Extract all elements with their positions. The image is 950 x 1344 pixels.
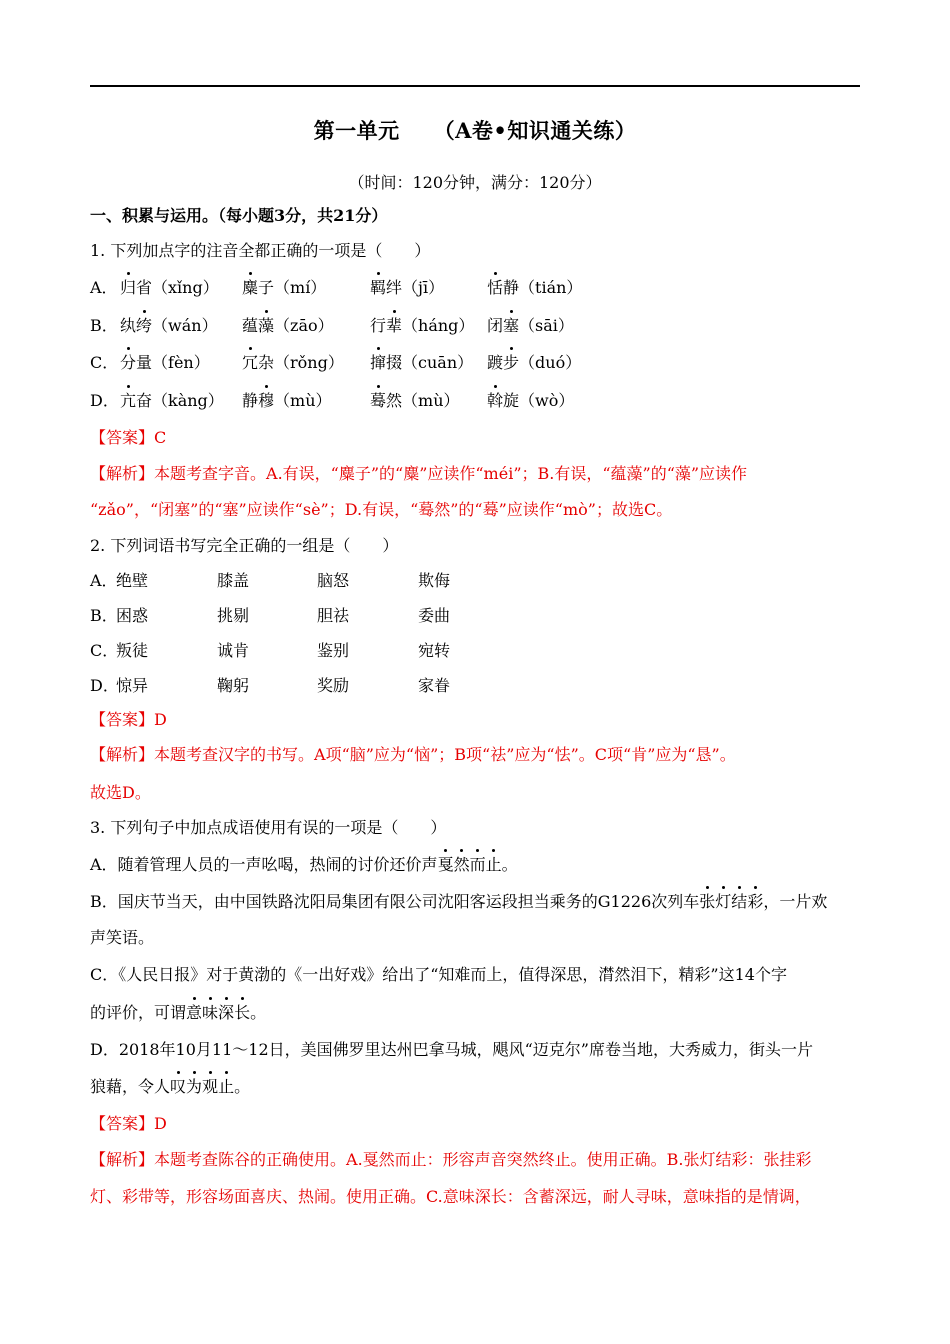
word-item: 诚肯 (217, 641, 250, 660)
word-item: 奖励 (317, 676, 350, 695)
word-item: 鞠躬 (217, 676, 250, 695)
idiom-c: 意味深长 (186, 1003, 251, 1022)
word-item: 胆祛 (317, 606, 350, 625)
dotted-char: 羁 (370, 278, 387, 297)
pinyin-item: 恬静（tián） (487, 278, 583, 297)
dotted-char: 步 (503, 353, 520, 372)
dotted-char: 麋 (242, 278, 259, 297)
dotted-char: 归 (120, 278, 137, 297)
question-3-option-c-cont: 的评价，可谓意味深长。 (90, 1003, 267, 1022)
dotted-char: 斡 (487, 391, 504, 410)
option-label: B． (90, 316, 118, 335)
question-3-option-d: D．2018年10月11～12日，美国佛罗里达州巴拿马城，飓风“迈克尔”席卷当地，大秀威力，街头一片 (90, 1040, 813, 1059)
pinyin-item: 分量（fèn） (120, 353, 210, 372)
pinyin-item: 亢奋（kàng） (120, 391, 224, 410)
word-item: 困惑 (116, 606, 149, 625)
question-3-option-b: B．国庆节当天，由中国铁路沈阳局集团有限公司沈阳客运段担当乘务的G1226次列车张灯结彩，一片欢 (90, 892, 828, 911)
question-3-analysis-cont: 灯、彩带等，形容场面喜庆、热闹。使用正确。C.意味深长：含蓄深远，耐人寻味，意味指的是情调， (90, 1187, 811, 1206)
pinyin-item: 撺掇（cuān） (370, 353, 474, 372)
pinyin-item: 行辈（háng） (370, 316, 475, 335)
idiom-b: 张灯结彩 (699, 892, 764, 911)
question-3-analysis: 【解析】本题考查陈谷的正确使用。A.戛然而止：形容声音突然终止。使用正确。B.张灯结彩：张挂彩 (90, 1150, 812, 1169)
pinyin-item: 羁绊（jī） (370, 278, 445, 297)
idiom-a: 戛然而止 (437, 855, 502, 874)
pinyin-item: 踱步（duó） (487, 353, 582, 372)
question-1-analysis: 【解析】本题考查字音。A.有误，“麋子”的“麋”应读作“méi”；B.有误，“蕴藻”的“藻”应读作 (90, 464, 748, 483)
question-3-stem: 3. 下列句子中加点成语使用有误的一项是（ ） (90, 818, 447, 837)
dotted-char: 分 (120, 353, 137, 372)
dotted-char: 恬 (487, 278, 504, 297)
dotted-char: 穆 (258, 391, 275, 410)
title-main: 第一单元 (313, 118, 400, 143)
word-item: 鉴别 (317, 641, 350, 660)
question-2-stem: 2. 下列词语书写完全正确的一组是（ ） (90, 536, 399, 555)
option-label: A． (90, 571, 118, 590)
option-label: D． (90, 391, 119, 410)
dotted-char: 冗 (242, 353, 259, 372)
pinyin-item: 纨绔（wán） (120, 316, 218, 335)
dotted-char: 辈 (386, 316, 403, 335)
word-item: 惊异 (116, 676, 149, 695)
word-item: 宛转 (418, 641, 451, 660)
pinyin-item: 斡旋（wò） (487, 391, 575, 410)
pinyin-item: 闭塞（sāi） (487, 316, 574, 335)
pinyin-item: 静穆（mù） (242, 391, 332, 410)
pinyin-item: 蕴藻（zāo） (242, 316, 334, 335)
word-item: 家眷 (418, 676, 451, 695)
dotted-char: 藻 (258, 316, 275, 335)
dotted-char: 绔 (136, 316, 153, 335)
option-label: B． (90, 606, 118, 625)
question-3-option-b-cont: 声笑语。 (90, 928, 155, 947)
idiom-d: 叹为观止 (170, 1077, 235, 1096)
word-item: 欺侮 (418, 571, 451, 590)
question-3-option-c: C．《人民日报》对于黄渤的《一出好戏》给出了“知难而上，值得深思，潸然泪下，精彩”这14个字 (90, 965, 787, 984)
question-3-option-a: A．随着管理人员的一声吆喝，热闹的讨价还价声戛然而止。 (90, 855, 518, 874)
header-rule (90, 85, 860, 87)
word-item: 膝盖 (217, 571, 250, 590)
word-item: 挑剔 (217, 606, 250, 625)
pinyin-item: 归省（xǐng） (120, 278, 219, 297)
dotted-char: 蓦 (370, 391, 387, 410)
exam-info: （时间：120分钟，满分：120分） (348, 173, 602, 192)
section-heading: 一、积累与运用。（每小题3分，共21分） (90, 206, 388, 225)
question-2-analysis: 【解析】本题考查汉字的书写。A项“脑”应为“恼”；B项“祛”应为“怯”。C项“肯”应为“恳”。 (90, 745, 736, 764)
word-item: 脑怒 (317, 571, 350, 590)
option-label: D． (90, 676, 119, 695)
question-3-option-d-cont: 狼藉，令人叹为观止。 (90, 1077, 251, 1096)
question-2-answer: 【答案】D (90, 710, 167, 729)
question-1-stem: 1. 下列加点字的注音全都正确的一项是（ ） (90, 241, 431, 260)
option-label: A． (90, 278, 118, 297)
question-3-answer: 【答案】D (90, 1114, 167, 1133)
option-label: C． (90, 353, 119, 372)
pinyin-item: 麋子（mí） (242, 278, 327, 297)
word-item: 绝壁 (116, 571, 149, 590)
pinyin-item: 冗杂（rǒng） (242, 353, 344, 372)
dotted-char: 亢 (120, 391, 137, 410)
dotted-char: 塞 (503, 316, 520, 335)
question-1-answer: 【答案】C (90, 428, 167, 447)
title-sub: （A卷•知识通关练） (433, 118, 637, 143)
question-1-analysis-cont: “zǎo”，“闭塞”的“塞”应读作“sè”；D.有误，“蓦然”的“蓦”应读作“mò”；故选C。 (90, 500, 673, 519)
word-item: 叛徒 (116, 641, 149, 660)
dotted-char: 撺 (370, 353, 387, 372)
pinyin-item: 蓦然（mù） (370, 391, 460, 410)
option-label: C． (90, 641, 119, 660)
page-title (0, 115, 950, 145)
word-item: 委曲 (418, 606, 451, 625)
question-2-analysis-cont: 故选D。 (90, 783, 151, 802)
